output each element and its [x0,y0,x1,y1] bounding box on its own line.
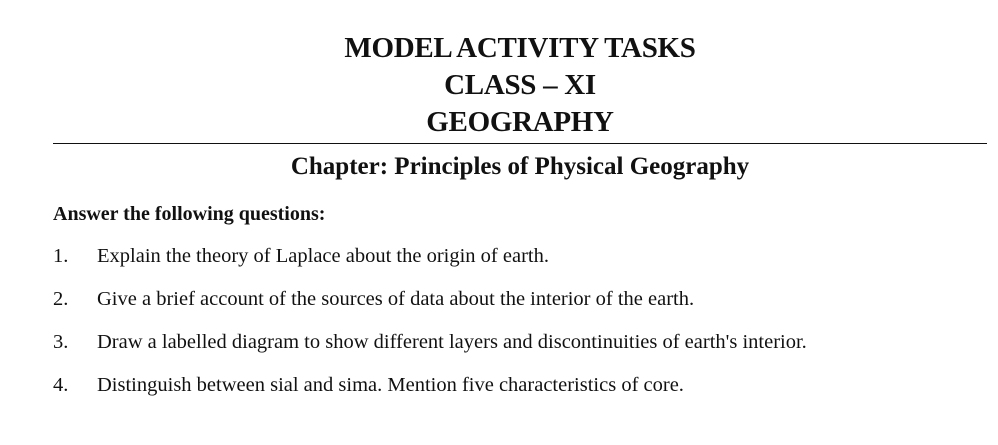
question-text: Explain the theory of Laplace about the origin of earth. [97,245,549,267]
title-line-subject: GEOGRAPHY [426,106,614,138]
chapter-heading: Chapter: Principles of Physical Geography [290,153,750,180]
horizontal-divider [53,143,987,144]
question-number: 1. [53,245,69,267]
question-item [53,243,983,286]
question-text: Draw a labelled diagram to show different layers and discontinuities of earth's interior. [97,331,807,353]
question-text: Distinguish between sial and sima. Mention five characteristics of core. [97,374,684,396]
instructions-heading: Answer the following questions: [53,203,326,225]
question-number: 4. [53,374,69,396]
document-title [0,30,998,141]
title-line-class: CLASS – XI [444,69,596,101]
question-item [53,372,983,415]
question-list [53,243,983,415]
question-text: Give a brief account of the sources of data about the interior of the earth. [97,288,695,310]
question-number: 2. [53,288,69,310]
question-item [53,286,983,329]
title-line-activity-tasks: MODEL ACTIVITY TASKS [344,32,696,64]
question-number: 3. [53,331,69,353]
question-item [53,329,983,372]
